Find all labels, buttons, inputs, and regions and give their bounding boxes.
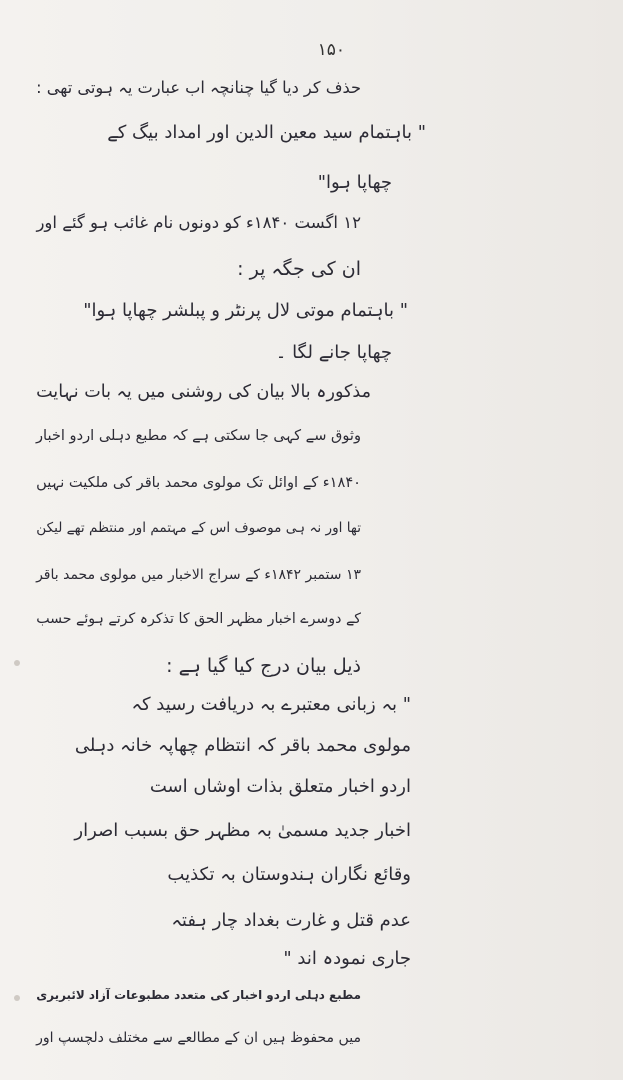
text-line: تھا اور نہ ہی موصوف اس کے مہتمم اور منتظم تھے لیکن (36, 520, 361, 536)
quote-line: اردو اخبار متعلق بذات اوشاں است (149, 776, 411, 797)
text-line: ۱۸۴۰ء کے اوائل تک مولوی محمد باقر کی ملکیت نہیں (36, 474, 361, 491)
quote-line: چھاپا جانے لگا ۔ (275, 342, 392, 363)
quote-line: چھاپا ہوا" (317, 172, 392, 193)
text-line: ۱۳ ستمبر ۱۸۴۲ء کے سراج الاخبار میں مولوی محمد باقر (36, 567, 361, 583)
quote-line: وقائع نگاران ہندوستان بہ تکذیب (167, 864, 411, 885)
quote-line: مولوی محمد باقر کہ انتظام چھاپہ خانہ دہلی (74, 735, 411, 756)
text-line: کے دوسرے اخبار مظہر الحق کا تذکرہ کرتے ہوئے حسب (36, 611, 361, 627)
text-line: مطبع دہلی اردو اخبار کی متعدد مطبوعات آزاد لائبریری (36, 988, 361, 1002)
page-speck (14, 660, 20, 666)
quote-line: " بہ زبانی معتبرے بہ دریافت رسید کہ (131, 694, 411, 715)
text-line: میں محفوظ ہیں ان کے مطالعے سے مختلف دلچسپ اور (36, 1030, 361, 1046)
quote-line: عدم قتل و غارت بغداد چار ہفتہ (171, 910, 411, 931)
text-line: ان کی جگہ پر : (237, 258, 361, 280)
quote-line: " باہتمام سید معین الدین اور امداد بیگ کے (107, 122, 426, 143)
text-line: ذیل بیان درج کیا گیا ہے : (166, 655, 361, 677)
text-line: ۱۲ اگست ۱۸۴۰ء کو دونوں نام غائب ہو گئے اور (36, 213, 361, 232)
quote-line: " باہتمام موتی لال پرنٹر و پبلشر چھاپا ہوا" (83, 300, 408, 321)
quote-line: جاری نمودہ اند " (283, 948, 411, 969)
quote-line: اخبار جدید مسمیٰ بہ مظہر حق بسبب اصرار (74, 820, 411, 841)
text-line: مذکورہ بالا بیان کی روشنی میں یہ بات نہایت (36, 382, 371, 402)
page-speck (14, 995, 20, 1001)
page-number: ۱۵۰ (317, 40, 345, 60)
text-line: وثوق سے کہی جا سکتی ہے کہ مطبع دہلی اردو اخبار (35, 427, 361, 444)
text-line: حذف کر دیا گیا چنانچہ اب عبارت یہ ہوتی تھی : (36, 78, 361, 97)
